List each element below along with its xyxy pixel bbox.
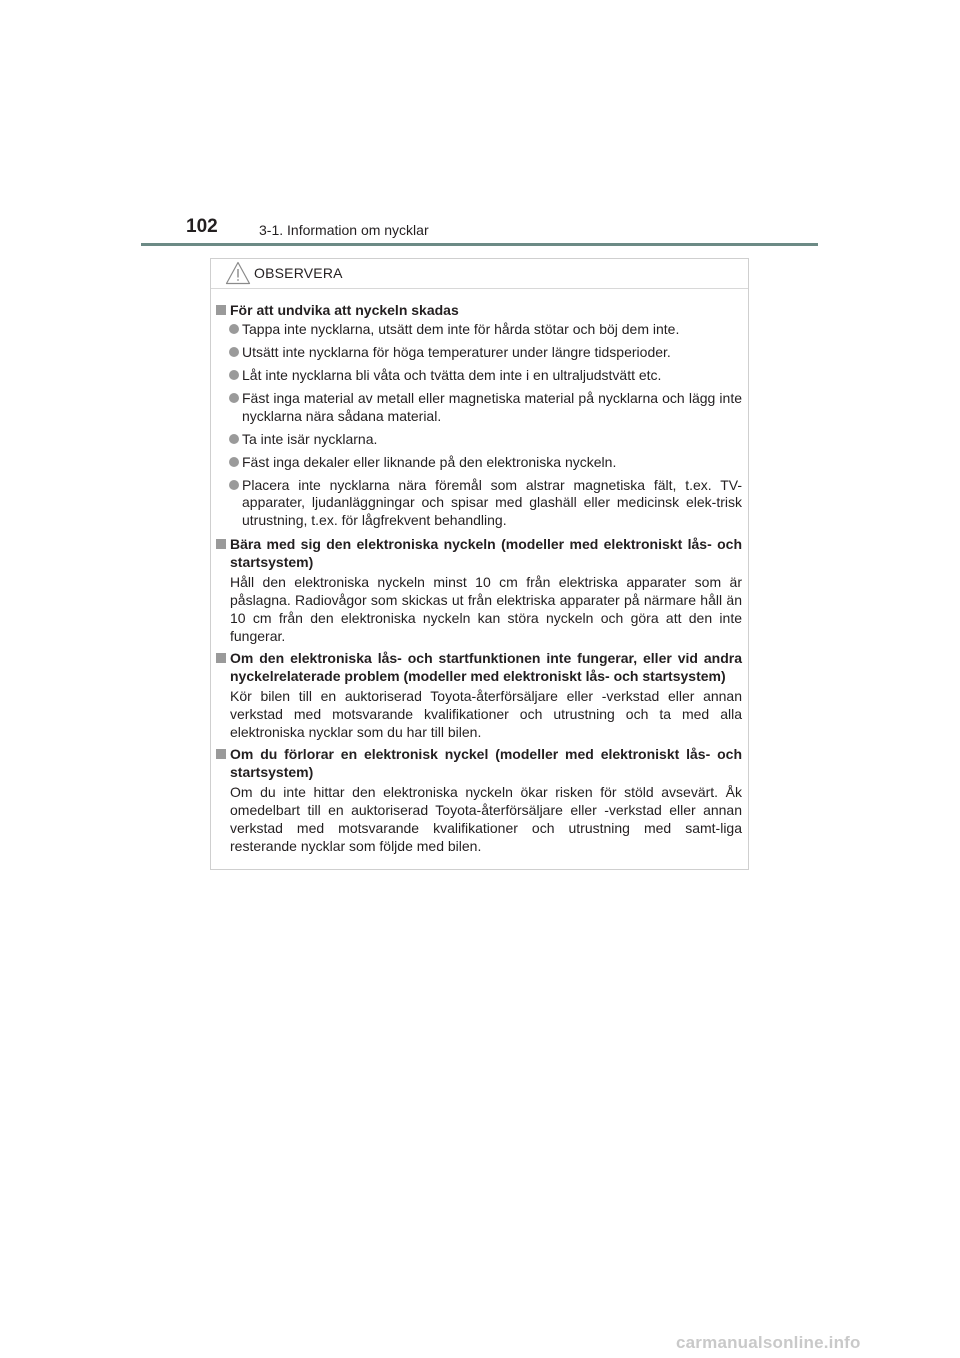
caution-title: OBSERVERA — [254, 265, 343, 281]
list-item: Fäst inga dekaler eller liknande på den elektroniska nyckeln. — [216, 454, 742, 472]
section-title: 3-1. Information om nycklar — [259, 222, 429, 238]
section-heading: Om du förlorar en elektronisk nyckel (modeller med elektroniskt lås- och startsystem) — [216, 745, 742, 781]
header-rule — [141, 243, 818, 246]
warning-triangle-icon — [225, 261, 251, 285]
section-key-problems — [216, 649, 742, 741]
section-text: Om du inte hittar den elektroniska nyckeln ökar risken för stöld avsevärt. Åk omedelbart till en auktoriserad Toyota-återförsäljare eller -verkstad eller annan verkstad med motsvarande kvalifikationer och utrustning med samt-liga resterande nycklar som följde med bilen. — [230, 783, 742, 854]
page-number: 102 — [186, 216, 218, 237]
caution-box — [210, 258, 749, 870]
section-text: Kör bilen till en auktoriserad Toyota-återförsäljare eller -verkstad eller annan verkstad med motsvarande kvalifikationer och utrustning och ta med alla elektroniska nycklar som du har till bilen. — [230, 687, 742, 740]
list-item: Låt inte nycklarna bli våta och tvätta dem inte i en ultraljudstvätt etc. — [216, 367, 742, 385]
section-key-damage — [216, 301, 742, 529]
watermark: carmanualsonline.info — [676, 1333, 861, 1352]
section-carrying-key — [216, 535, 742, 645]
section-heading: För att undvika att nyckeln skadas — [216, 301, 742, 319]
list-item: Fäst inga material av metall eller magnetiska material på nycklarna och lägg inte nycklarna nära sådana material. — [216, 390, 742, 425]
section-heading: Om den elektroniska lås- och startfunktionen inte fungerar, eller vid andra nyckelrelaterade problem (modeller med elektroniskt lås- och startsystem) — [216, 649, 742, 685]
caution-body — [211, 289, 748, 855]
section-heading: Bära med sig den elektroniska nyckeln (modeller med elektroniskt lås- och startsystem) — [216, 535, 742, 571]
section-text: Håll den elektroniska nyckeln minst 10 cm från elektriska apparater som är påslagna. Radiovågor som skickas ut från elektriska apparater på närmare håll än 10 cm från den elektroniska nyckeln kan störa nyckeln och göra att den inte fungerar. — [230, 573, 742, 644]
section-lost-key — [216, 745, 742, 855]
caution-header — [211, 259, 748, 289]
list-item: Ta inte isär nycklarna. — [216, 431, 742, 449]
page-header — [0, 0, 960, 250]
bullet-list — [216, 321, 742, 529]
list-item: Utsätt inte nycklarna för höga temperaturer under längre tidsperioder. — [216, 344, 742, 362]
list-item: Placera inte nycklarna nära föremål som alstrar magnetiska fält, t.ex. TV-apparater, ljudanläggningar och spisar med glashäll eller medicinsk elek-trisk utrustning, t.ex. för lågfrekvent behandling. — [216, 477, 742, 530]
list-item: Tappa inte nycklarna, utsätt dem inte för hårda stötar och böj dem inte. — [216, 321, 742, 339]
